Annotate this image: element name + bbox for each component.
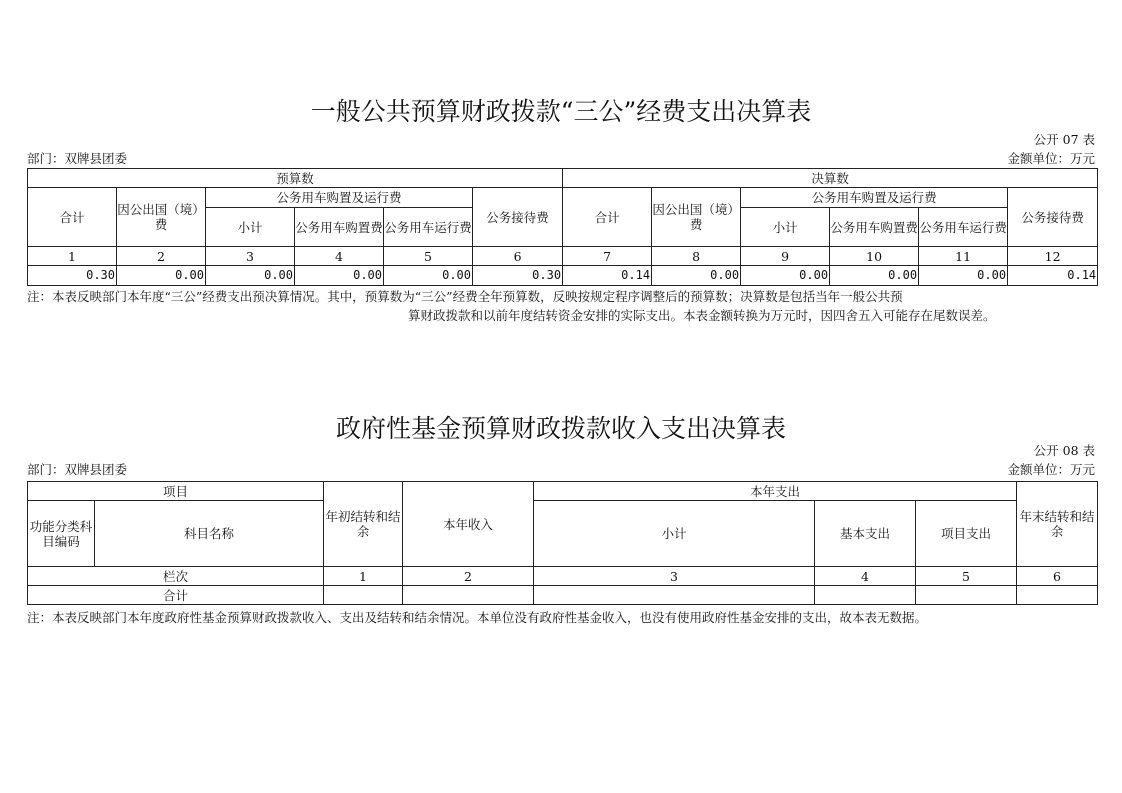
value-cell: 0.00 (741, 266, 830, 286)
value-cell (1017, 586, 1098, 605)
government-fund-table (27, 481, 1098, 605)
header-final-car-group: 公务用车购置及运行费 (741, 188, 1008, 208)
table1-note-line2: 算财政拨款和以前年度结转资金安排的实际支出。本表金额转换为万元时，因四舍五入可能存在尾数误差。 (408, 308, 996, 323)
column-number: 8 (652, 247, 741, 266)
header-basic-expense: 基本支出 (815, 501, 916, 567)
header-final-total: 合计 (563, 188, 652, 247)
value-cell (916, 586, 1017, 605)
value-cell: 0.00 (830, 266, 919, 286)
table1-title: 一般公共预算财政拨款“三公”经费支出决算表 (310, 97, 812, 126)
value-cell (534, 586, 815, 605)
value-cell: 0.00 (117, 266, 206, 286)
table2-title: 政府性基金预算财政拨款收入支出决算表 (335, 414, 786, 443)
header-budget-subtotal: 小计 (206, 208, 295, 247)
table2-unit: 金额单位：万元 (1007, 462, 1095, 477)
total-row-label: 合计 (28, 586, 324, 605)
row-order-label: 栏次 (28, 567, 324, 586)
table-row (28, 266, 1098, 286)
header-expense: 本年支出 (534, 482, 1017, 501)
column-number: 7 (563, 247, 652, 266)
header-budget-car-group: 公务用车购置及运行费 (206, 188, 473, 208)
column-number: 2 (403, 567, 534, 586)
column-number: 1 (324, 567, 403, 586)
value-cell: 0.00 (384, 266, 473, 286)
value-cell (815, 586, 916, 605)
header-project-expense: 项目支出 (916, 501, 1017, 567)
column-number: 10 (830, 247, 919, 266)
column-number-row (28, 567, 1098, 586)
three-public-expense-table (27, 168, 1098, 286)
value-cell: 0.30 (473, 266, 563, 286)
column-number: 2 (117, 247, 206, 266)
column-number: 9 (741, 247, 830, 266)
column-number: 5 (384, 247, 473, 266)
header-budget-total: 合计 (28, 188, 117, 247)
column-number: 6 (1017, 567, 1098, 586)
header-final-group: 决算数 (563, 169, 1098, 188)
header-final-car-buy: 公务用车购置费 (830, 208, 919, 247)
table2-note: 注：本表反映部门本年度政府性基金预算财政拨款收入、支出及结转和结余情况。本单位没有政府性基金收入，也没有使用政府性基金安排的支出，故本表无数据。 (27, 610, 928, 625)
header-expense-subtotal: 小计 (534, 501, 815, 567)
value-cell: 0.30 (28, 266, 117, 286)
table2-form-code: 公开 08 表 (1033, 443, 1095, 458)
value-cell (324, 586, 403, 605)
column-number: 4 (815, 567, 916, 586)
table2-department: 部门：双牌县团委 (27, 462, 128, 477)
column-number-row (28, 247, 1098, 266)
header-income: 本年收入 (403, 482, 534, 567)
header-final-subtotal: 小计 (741, 208, 830, 247)
value-cell: 0.00 (652, 266, 741, 286)
header-budget-abroad: 因公出国（境）费 (117, 188, 206, 247)
value-cell (403, 586, 534, 605)
table1-department: 部门：双牌县团委 (27, 151, 128, 166)
column-number: 3 (534, 567, 815, 586)
header-begin-balance: 年初结转和结余 (324, 482, 403, 567)
table1-note-line1: 注：本表反映部门本年度“三公”经费支出预决算情况。其中，预算数为“三公”经费全年预算数，反映按规定程序调整后的预算数；决算数是包括当年一般公共预 (27, 289, 903, 304)
value-cell: 0.00 (295, 266, 384, 286)
table1-form-code: 公开 07 表 (1033, 132, 1095, 147)
header-final-car-run: 公务用车运行费 (919, 208, 1008, 247)
header-budget-car-buy: 公务用车购置费 (295, 208, 384, 247)
header-budget-reception: 公务接待费 (473, 188, 563, 247)
column-number: 5 (916, 567, 1017, 586)
header-end-balance: 年末结转和结余 (1017, 482, 1098, 567)
table-row (28, 586, 1098, 605)
column-number: 1 (28, 247, 117, 266)
value-cell: 0.14 (1008, 266, 1098, 286)
column-number: 12 (1008, 247, 1098, 266)
value-cell: 0.00 (206, 266, 295, 286)
header-item: 项目 (28, 482, 324, 501)
value-cell: 0.00 (919, 266, 1008, 286)
table1-unit: 金额单位：万元 (1007, 151, 1095, 166)
column-number: 3 (206, 247, 295, 266)
header-subject-name: 科目名称 (95, 501, 324, 567)
header-final-abroad: 因公出国（境）费 (652, 188, 741, 247)
column-number: 11 (919, 247, 1008, 266)
value-cell: 0.14 (563, 266, 652, 286)
column-number: 4 (295, 247, 384, 266)
header-function-code: 功能分类科目编码 (28, 501, 95, 567)
column-number: 6 (473, 247, 563, 266)
header-final-reception: 公务接待费 (1008, 188, 1098, 247)
header-budget-group: 预算数 (28, 169, 563, 188)
header-budget-car-run: 公务用车运行费 (384, 208, 473, 247)
